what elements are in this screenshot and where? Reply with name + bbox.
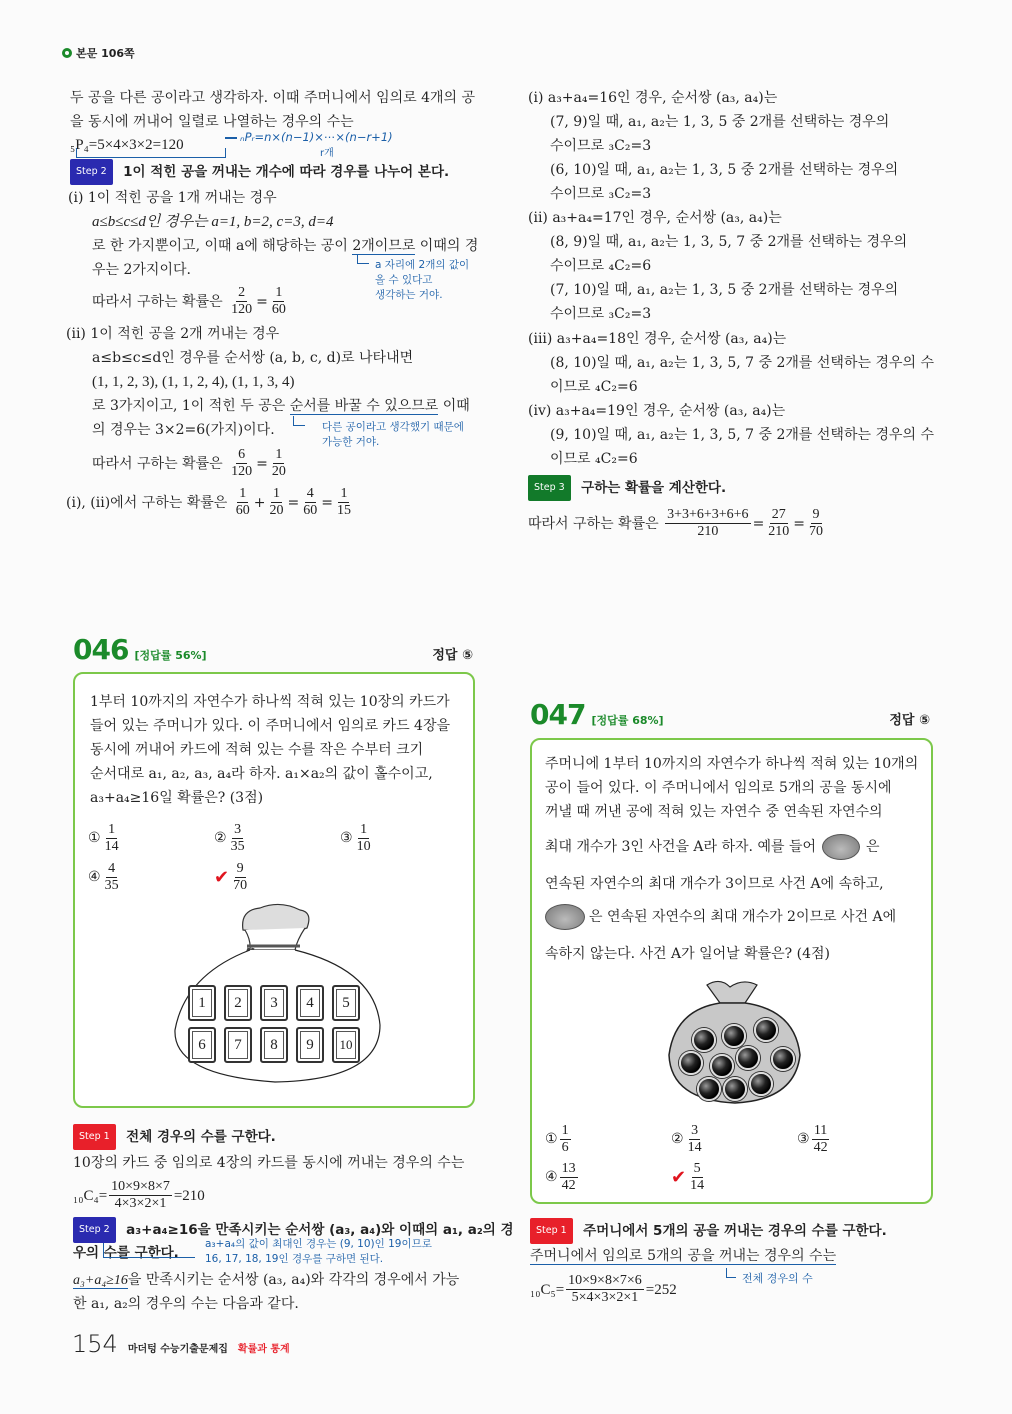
case2-line1: a≤b≤c≤d인 경우를 순서쌍 (a, b, c, d)로 나타내면 [92, 350, 414, 366]
r-case2-l1: (8, 9)일 때, a₁, a₂는 1, 3, 5, 7 중 2개를 선택하는 경우의 [550, 234, 908, 250]
q046-step2-note-arrow [103, 1243, 195, 1258]
case1-note: a 자리에 2개의 값이 올 수 있다고 생각하는 거야. [375, 259, 470, 301]
ball [771, 1047, 795, 1071]
circle-bullet-icon [62, 48, 72, 58]
checkmark-icon: ✔ [214, 867, 230, 888]
q047-header [530, 698, 930, 731]
r-case4-l1: (9, 10)일 때, a₁, a₂는 1, 3, 5, 7 중 2개를 선택하는 경우의 수 [550, 427, 934, 443]
q046-rate: [정답률 56%] [134, 649, 207, 662]
ball [754, 1018, 778, 1042]
ball-tray-example-2-icon [545, 904, 585, 930]
q046-step2-note: a₃+a₄의 값이 최대인 경우는 (9, 10)인 19이므로 16, 17, 18, 19인 경우를 구하면 된다. [205, 1238, 432, 1265]
footer [72, 1330, 290, 1358]
ball [736, 1046, 760, 1070]
r-case2-l3: (7, 10)일 때, a₁, a₂는 1, 3, 5 중 2개를 선택하는 경우의 [550, 282, 899, 298]
q046-answer: 정답 ⑤ [432, 648, 473, 663]
case2-prob: 따라서 구하는 확률은 $\frac{6}{120}$ = $\frac{1}{20}$ [92, 447, 286, 479]
q047-step1-heading: Step 1 주머니에서 5개의 공을 꺼내는 경우의 수를 구한다. [530, 1218, 887, 1244]
q047-choice-1[interactable]: ① $\frac{1}{6}$ [545, 1123, 569, 1155]
case2-title: (ii) 1이 적힌 공을 2개 꺼내는 경우 [66, 326, 280, 342]
q046-step1-line: 10장의 카드 중 임의로 4장의 카드를 동시에 꺼내는 경우의 수는 [73, 1155, 465, 1171]
q046-choice-2[interactable]: ② $\frac{3}{35}$ [214, 822, 245, 854]
checkmark-icon: ✔ [671, 1167, 687, 1188]
q047-step1-note: 전체 경우의 수 [742, 1272, 813, 1285]
step3-badge: Step 3 [528, 475, 571, 501]
q047-choice-3[interactable]: ③ $\frac{11}{42}$ [797, 1123, 828, 1155]
page-ref: 본문 106쪽 [62, 45, 135, 61]
q047-rate: [정답률 68%] [591, 714, 664, 727]
case1-note-arrow [357, 254, 369, 264]
q047-choice-5-checked[interactable]: ✔ $\frac{5}{14}$ [671, 1161, 705, 1193]
step2-heading [70, 159, 449, 185]
r-case1-l3: (6, 10)일 때, a₁, a₂는 1, 3, 5 중 2개를 선택하는 경우의 [550, 162, 899, 178]
step2-badge: Step 2 [70, 159, 113, 185]
card-3: 3 [260, 985, 288, 1021]
case1-prob: 따라서 구하는 확률은 $\frac{2}{120}$ = $\frac{1}{60}$ [92, 285, 286, 317]
case1-line3: 우는 2가지이다. [92, 262, 191, 278]
q046-choice-5-checked[interactable]: ✔ $\frac{9}{70}$ [214, 861, 248, 893]
r-case1-l2: 수이므로 ₃C₂=3 [550, 138, 652, 154]
q047-text-line4: 최대 개수가 3인 사건을 A라 하자. 예를 들어 은 [545, 834, 880, 860]
q046-choice-3[interactable]: ③ $\frac{1}{10}$ [340, 822, 371, 854]
book-title: 마더텅 수능기출문제집 [127, 1344, 228, 1355]
q046-step2-heading-cont: 우의 수를 구한다. [73, 1245, 179, 1261]
r-case2-title: (ii) a₃+a₄=17인 경우, 순서쌍 (a₃, a₄)는 [528, 210, 782, 226]
q047-choice-4[interactable]: ④ $\frac{13}{42}$ [545, 1161, 576, 1193]
q046-step2-line1: a₃+a₄≥16을 만족시키는 순서쌍 (a₃, a₄)와 각각의 경우에서 가능 [73, 1272, 460, 1288]
q047-number: 047 [530, 698, 586, 731]
ball [749, 1072, 773, 1096]
case2-note-arrow [293, 416, 305, 426]
q047-choice-2[interactable]: ② $\frac{3}{14}$ [671, 1123, 702, 1155]
card-8: 8 [260, 1027, 288, 1063]
r-case1-l4: 수이므로 ₃C₂=3 [550, 186, 652, 202]
ball [692, 1028, 716, 1052]
q046-choice-4[interactable]: ④ $\frac{4}{35}$ [88, 861, 119, 893]
case1-title: (i) 1이 적힌 공을 1개 꺼내는 경우 [68, 190, 277, 206]
r-case4-l2: 이므로 ₄C₂=6 [550, 451, 638, 467]
q047-note-arrow [726, 1268, 736, 1278]
card-5: 5 [332, 985, 360, 1021]
case2-note: 다른 공이라고 생각했기 때문에 가능한 거야. [322, 421, 464, 448]
perm-formula-note: ₙPᵣ=n×(n−1)×⋯×(n−r+1) [240, 130, 393, 144]
case2-line2: (1, 1, 2, 3), (1, 1, 2, 4), (1, 1, 3, 4) [92, 374, 295, 390]
q046-step1-heading: Step 1 전체 경우의 수를 구한다. [73, 1124, 276, 1150]
page-number: 154 [72, 1330, 118, 1358]
step1-badge: Step 1 [73, 1124, 116, 1150]
intro-line2: 을 동시에 꺼내어 일렬로 나열하는 경우의 수는 [70, 114, 354, 130]
q047-text-line6: 은 연속된 자연수의 최대 개수가 2이므로 사건 A에 [545, 904, 896, 930]
ball [710, 1054, 734, 1078]
ball [722, 1024, 746, 1048]
step2-title: 1이 적힌 공을 꺼내는 개수에 따라 경우를 나누어 본다. [123, 164, 450, 180]
case2-underline: 순서를 바꿀 수 있으므로 [289, 398, 439, 414]
perm-arrow [76, 148, 226, 158]
case1-line2: 로 한 가지뿐이고, 이때 a에 해당하는 공이 2개이므로 이때의 경 [92, 238, 479, 254]
perm-equation: ₅P₄=5×4×3×2=120 [70, 137, 184, 153]
subject-title: 확률과 통계 [237, 1344, 290, 1355]
q046-choice-1[interactable]: ① $\frac{1}{14}$ [88, 822, 119, 854]
final-prob: 따라서 구하는 확률은 $\frac{3+3+6+3+6+6}{210}$ = $\frac{27}{210}$ = $\frac{9}{70}$ [528, 507, 824, 539]
case1-underline: 2개이므로 [352, 238, 416, 254]
card-1: 1 [188, 985, 216, 1021]
card-6: 6 [188, 1027, 216, 1063]
step3-title: 구하는 확률을 계산한다. [581, 480, 727, 496]
ball [697, 1077, 721, 1101]
total-prob: (i), (ii)에서 구하는 확률은 $\frac{1}{60}$ + $\frac{1}{20}$ = $\frac{4}{60}$ = $\frac{1}{15}$ [66, 486, 351, 518]
perm-arrow-top [225, 137, 237, 139]
ball [679, 1051, 703, 1075]
case2-line3: 로 3가지이고, 1이 적힌 두 공은 순서를 바꿀 수 있으므로 이때 [92, 398, 470, 414]
q047-text-line5: 연속된 자연수의 최대 개수가 3이므로 사건 A에 속하고, [545, 876, 884, 892]
q046-step2-heading: Step 2 a₃+a₄≥16을 만족시키는 순서쌍 (a₃, a₄)와 이때의 a₁, a₂의 경 [73, 1217, 514, 1243]
r-case1-title: (i) a₃+a₄=16인 경우, 순서쌍 (a₃, a₄)는 [528, 90, 778, 106]
r-case1-l1: (7, 9)일 때, a₁, a₂는 1, 3, 5 중 2개를 선택하는 경우의 [550, 114, 890, 130]
card-7: 7 [224, 1027, 252, 1063]
r-case4-title: (iv) a₃+a₄=19인 경우, 순서쌍 (a₃, a₄)는 [528, 403, 786, 419]
ball-tray-example-1-icon [822, 834, 860, 860]
r-case3-l1: (8, 10)일 때, a₁, a₂는 1, 3, 5, 7 중 2개를 선택하는 경우의 수 [550, 355, 934, 371]
card-4: 4 [296, 985, 324, 1021]
q047-step1-line: 주머니에서 임의로 5개의 공을 꺼내는 경우의 수는 [530, 1248, 837, 1264]
q046-header [73, 633, 473, 666]
card-2: 2 [224, 985, 252, 1021]
case1-line1: a≤b≤c≤d인 경우는 a=1, b=2, c=3, d=4 [92, 214, 334, 230]
case2-line4: 의 경우는 3×2=6(가지)이다. [92, 422, 275, 438]
perm-formula-sub: r개 [320, 148, 334, 159]
r-case3-title: (iii) a₃+a₄=18인 경우, 순서쌍 (a₃, a₄)는 [528, 331, 787, 347]
q046-text: 1부터 10까지의 자연수가 하나씩 적혀 있는 10장의 카드가 들어 있는 주머니가 있다. 이 주머니에서 임의로 카드 4장을 동시에 꺼내어 카드에 적혀 있는 수를 작은 수부터 크기 순서대로 a₁, a₂, a₃, a₄라 하자. a₁×a₂의 값이 홀수이고, a₃+a₄≥16일 확률은? (3점) [90, 694, 451, 806]
card-9: 9 [296, 1027, 324, 1063]
q047-text-line7: 속하지 않는다. 사건 A가 일어날 확률은? (4점) [545, 946, 830, 962]
card-10: 10 [332, 1027, 360, 1063]
r-case3-l2: 이므로 ₄C₂=6 [550, 379, 638, 395]
q046-step2-line2: 한 a₁, a₂의 경우의 수는 다음과 같다. [73, 1296, 299, 1312]
q047-text: 주머니에 1부터 10까지의 자연수가 하나씩 적혀 있는 10개의 공이 들어 있다. 이 주머니에서 임의로 5개의 공을 동시에 꺼낼 때 꺼낸 공에 적혀 있는 자연수 중 연속된 자연수의 [545, 756, 919, 820]
q047-step1-eq: ₁₀C₅= $\frac{10\times 9\times 8\times 7\times 6}{5\times 4\times 3\times 2\times 1}$ =252 [530, 1273, 677, 1305]
step3-heading [528, 475, 726, 501]
q047-answer: 정답 ⑤ [889, 713, 930, 728]
r-case2-l4: 수이므로 ₃C₂=3 [550, 306, 652, 322]
ball [723, 1077, 747, 1101]
q046-number: 046 [73, 633, 129, 666]
q046-step1-eq: ₁₀C₄= $\frac{10\times 9\times 8\times 7}{4\times 3\times 2\times 1}$ =210 [73, 1179, 205, 1211]
intro-line1: 두 공을 다른 공이라고 생각하자. 이때 주머니에서 임의로 4개의 공 [70, 90, 476, 106]
r-case2-l2: 수이므로 ₄C₂=6 [550, 258, 652, 274]
